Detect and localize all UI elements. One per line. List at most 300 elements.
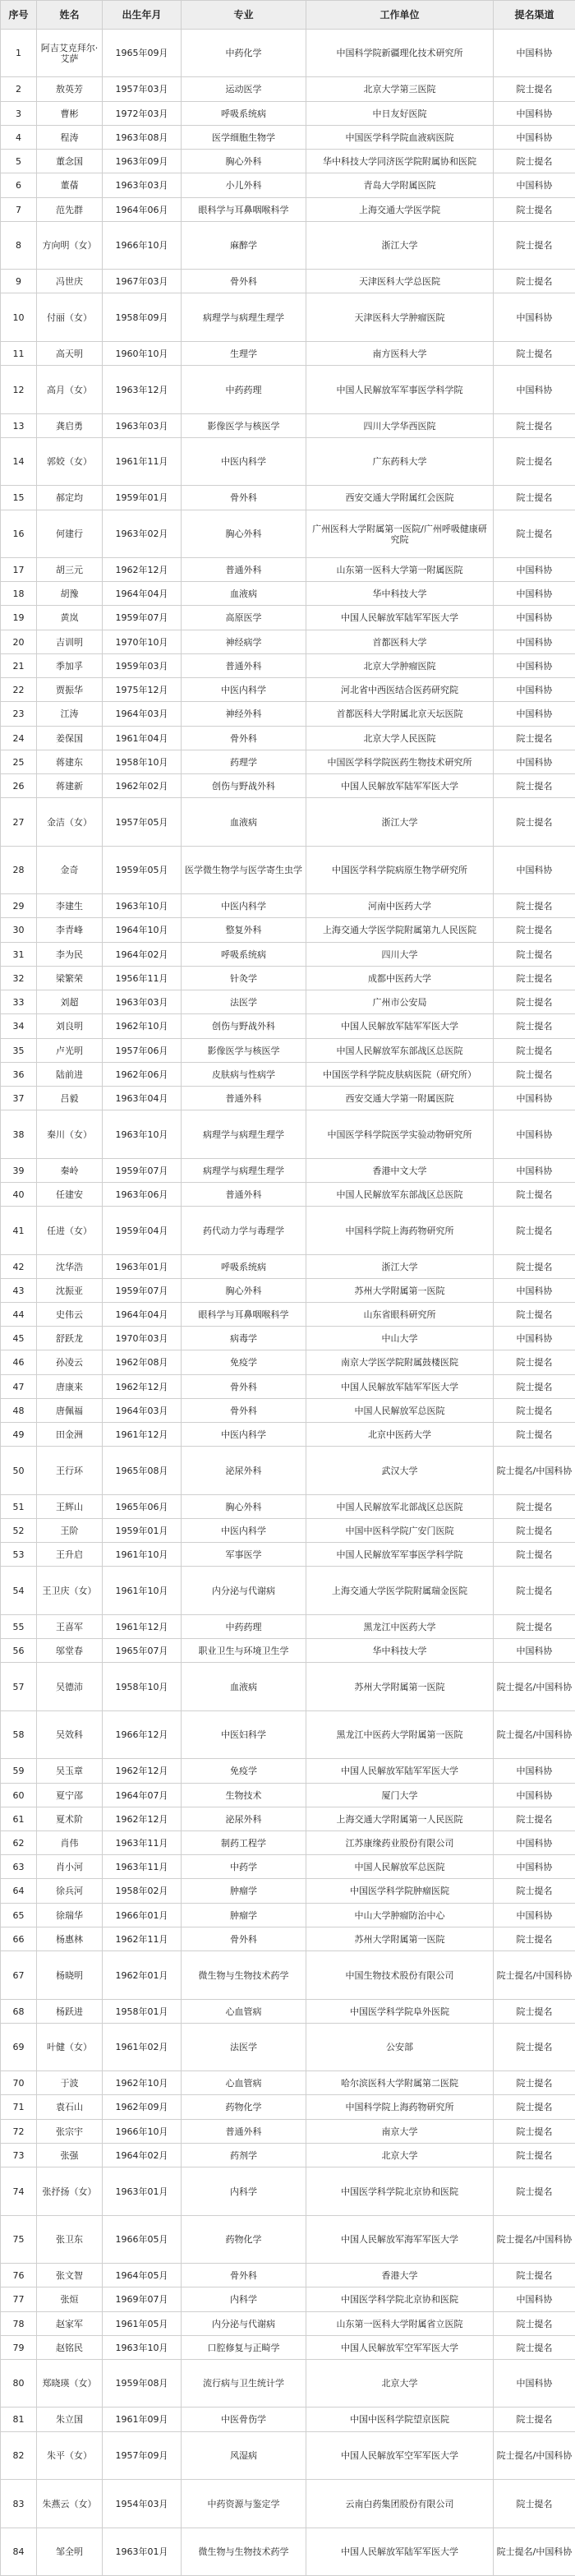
- cell-workplace: 黑龙江中医药大学附属第一医院: [306, 1711, 494, 1759]
- cell-channel: 院士提名: [494, 2024, 575, 2071]
- cell-specialty: 中医妇科学: [182, 1711, 306, 1759]
- cell-index: 65: [1, 1904, 37, 1927]
- cell-name: 胡豫: [37, 582, 103, 606]
- cell-name: 金洁（女）: [37, 798, 103, 847]
- cell-birth: 1975年12月: [103, 678, 182, 702]
- table-row: [1, 150, 575, 173]
- cell-birth: 1956年11月: [103, 967, 182, 990]
- cell-name: 张文智: [37, 2264, 103, 2287]
- cell-workplace: 青岛大学附属医院: [306, 173, 494, 198]
- table-row: [1, 2432, 575, 2480]
- cell-workplace: 中国人民解放军北部战区总医院: [306, 1495, 494, 1519]
- cell-birth: 1959年07月: [103, 1279, 182, 1303]
- cell-specialty: 呼吸系统病: [182, 102, 306, 126]
- cell-name: 赵家军: [37, 2312, 103, 2336]
- cell-channel: 院士提名/中国科协: [494, 2432, 575, 2480]
- cell-index: 38: [1, 1110, 37, 1159]
- header-birth: 出生年月: [103, 1, 182, 30]
- cell-specialty: 影像医学与核医学: [182, 1039, 306, 1063]
- cell-workplace: 南京大学医学院附属鼓楼医院: [306, 1350, 494, 1375]
- cell-birth: 1962年08月: [103, 1350, 182, 1375]
- cell-name: 张烜: [37, 2287, 103, 2312]
- cell-workplace: 北京大学: [306, 2360, 494, 2407]
- cell-specialty: 药剂学: [182, 2144, 306, 2167]
- cell-name: 董念国: [37, 150, 103, 173]
- cell-birth: 1966年05月: [103, 2216, 182, 2264]
- cell-channel: 院士提名: [494, 1303, 575, 1327]
- cell-specialty: 整复外科: [182, 918, 306, 943]
- cell-channel: 中国科协: [494, 678, 575, 702]
- table-row: [1, 30, 575, 77]
- cell-channel: 院士提名: [494, 2071, 575, 2095]
- cell-birth: 1963年01月: [103, 2528, 182, 2576]
- cell-name: 赵铭民: [37, 2336, 103, 2360]
- cell-channel: 中国科协: [494, 1159, 575, 1183]
- cell-workplace: 中国人民解放军海军军医大学: [306, 2216, 494, 2264]
- cell-channel: 中国科协: [494, 126, 575, 150]
- cell-birth: 1957年05月: [103, 798, 182, 847]
- cell-specialty: 中医内科学: [182, 894, 306, 918]
- cell-name: 付丽（女）: [37, 293, 103, 342]
- cell-birth: 1962年06月: [103, 1063, 182, 1087]
- cell-specialty: 中医内科学: [182, 1423, 306, 1447]
- cell-name: 李建生: [37, 894, 103, 918]
- cell-index: 24: [1, 727, 37, 750]
- cell-workplace: 中国医学科学院医药生物技术研究所: [306, 750, 494, 774]
- cell-channel: 院士提名: [494, 1350, 575, 1375]
- cell-workplace: 中国中医科学院广安门医院: [306, 1519, 494, 1543]
- cell-index: 42: [1, 1255, 37, 1279]
- cell-specialty: 肿瘤学: [182, 1879, 306, 1904]
- cell-channel: 中国科协: [494, 630, 575, 654]
- cell-specialty: 微生物与生物技术药学: [182, 1951, 306, 2000]
- header-channel: 提名渠道: [494, 1, 575, 30]
- table-row: [1, 1303, 575, 1327]
- header-name: 姓名: [37, 1, 103, 30]
- cell-index: 4: [1, 126, 37, 150]
- table-row: [1, 2264, 575, 2287]
- table-row: [1, 582, 575, 606]
- table-row: [1, 727, 575, 750]
- table-row: [1, 2312, 575, 2336]
- cell-birth: 1964年02月: [103, 943, 182, 967]
- table-row: [1, 1279, 575, 1303]
- cell-name: 王卫庆（女）: [37, 1567, 103, 1615]
- cell-birth: 1959年05月: [103, 847, 182, 894]
- cell-specialty: 制药工程学: [182, 1831, 306, 1855]
- cell-workplace: 中国医学科学院北京协和医院: [306, 2167, 494, 2216]
- cell-channel: 院士提名: [494, 727, 575, 750]
- table-body: [1, 30, 575, 2576]
- cell-birth: 1958年09月: [103, 293, 182, 342]
- cell-specialty: 高原医学: [182, 606, 306, 630]
- cell-birth: 1970年03月: [103, 1327, 182, 1350]
- cell-specialty: 骨外科: [182, 486, 306, 510]
- cell-channel: 院士提名: [494, 1183, 575, 1207]
- cell-name: 沈振亚: [37, 1279, 103, 1303]
- cell-index: 77: [1, 2287, 37, 2312]
- cell-specialty: 皮肤病与性病学: [182, 1063, 306, 1087]
- cell-channel: 院士提名: [494, 486, 575, 510]
- cell-workplace: 中国人民解放军陆军军医大学: [306, 2528, 494, 2576]
- cell-index: 32: [1, 967, 37, 990]
- cell-workplace: 中国医学科学院血液病医院: [306, 126, 494, 150]
- cell-birth: 1962年12月: [103, 1807, 182, 1831]
- cell-workplace: 广州市公安局: [306, 990, 494, 1014]
- cell-channel: 院士提名: [494, 798, 575, 847]
- cell-birth: 1965年08月: [103, 1447, 182, 1495]
- table-row: [1, 2528, 575, 2576]
- cell-channel: 院士提名/中国科协: [494, 1663, 575, 1711]
- table-row: [1, 1904, 575, 1927]
- cell-workplace: 中国人民解放军总医院: [306, 1399, 494, 1423]
- cell-specialty: 呼吸系统病: [182, 943, 306, 967]
- cell-specialty: 胸心外科: [182, 150, 306, 173]
- cell-channel: 中国科协: [494, 2287, 575, 2312]
- cell-specialty: 病理学与病理生理学: [182, 293, 306, 342]
- cell-specialty: 普通外科: [182, 558, 306, 582]
- cell-birth: 1961年12月: [103, 1615, 182, 1639]
- table-row: [1, 558, 575, 582]
- cell-channel: 院士提名: [494, 414, 575, 438]
- cell-index: 34: [1, 1014, 37, 1039]
- cell-index: 13: [1, 414, 37, 438]
- cell-name: 范先群: [37, 198, 103, 222]
- cell-channel: 院士提名: [494, 1375, 575, 1399]
- cell-index: 83: [1, 2480, 37, 2528]
- cell-workplace: 西安交通大学第一附属医院: [306, 1087, 494, 1110]
- cell-channel: 中国科协: [494, 293, 575, 342]
- cell-specialty: 内分泌与代谢病: [182, 1567, 306, 1615]
- cell-specialty: 血液病: [182, 582, 306, 606]
- table-row: [1, 606, 575, 630]
- cell-workplace: 华中科技大学: [306, 1639, 494, 1663]
- table-row: [1, 1255, 575, 1279]
- table-row: [1, 1183, 575, 1207]
- cell-name: 王喜军: [37, 1615, 103, 1639]
- cell-channel: 院士提名: [494, 2407, 575, 2432]
- cell-name: 梁繁荣: [37, 967, 103, 990]
- table-row: [1, 2360, 575, 2407]
- cell-birth: 1964年04月: [103, 582, 182, 606]
- cell-workplace: 华中科技大学: [306, 582, 494, 606]
- cell-name: 邬堂春: [37, 1639, 103, 1663]
- cell-channel: 院士提名: [494, 1927, 575, 1951]
- cell-birth: 1960年10月: [103, 342, 182, 366]
- table-row: [1, 2287, 575, 2312]
- cell-birth: 1963年04月: [103, 1087, 182, 1110]
- table-row: [1, 2000, 575, 2024]
- cell-workplace: 中国生物技术股份有限公司: [306, 1951, 494, 2000]
- cell-index: 36: [1, 1063, 37, 1087]
- cell-name: 杨晓明: [37, 1951, 103, 2000]
- cell-workplace: 上海交通大学医学院附属瑞金医院: [306, 1567, 494, 1615]
- table-row: [1, 2024, 575, 2071]
- cell-index: 14: [1, 438, 37, 486]
- cell-index: 22: [1, 678, 37, 702]
- cell-channel: 院士提名: [494, 967, 575, 990]
- cell-workplace: 中国医学科学院阜外医院: [306, 2000, 494, 2024]
- cell-name: 李青峰: [37, 918, 103, 943]
- cell-name: 于波: [37, 2071, 103, 2095]
- cell-birth: 1963年10月: [103, 894, 182, 918]
- cell-birth: 1963年08月: [103, 126, 182, 150]
- cell-workplace: 中国人民解放军陆军军医大学: [306, 1375, 494, 1399]
- cell-workplace: 山东省眼科研究所: [306, 1303, 494, 1327]
- table-row: [1, 2216, 575, 2264]
- cell-name: 方向明（女）: [37, 222, 103, 270]
- table-row: [1, 1711, 575, 1759]
- cell-specialty: 普通外科: [182, 654, 306, 678]
- cell-specialty: 血液病: [182, 798, 306, 847]
- cell-name: 夏宁邵: [37, 1784, 103, 1807]
- cell-specialty: 职业卫生与环境卫生学: [182, 1639, 306, 1663]
- cell-channel: 中国科协: [494, 654, 575, 678]
- cell-name: 张抒扬（女）: [37, 2167, 103, 2216]
- cell-channel: 院士提名: [494, 510, 575, 558]
- cell-name: 程涛: [37, 126, 103, 150]
- cell-specialty: 骨外科: [182, 1375, 306, 1399]
- cell-name: 秦川（女）: [37, 1110, 103, 1159]
- cell-channel: 院士提名: [494, 2144, 575, 2167]
- cell-birth: 1970年10月: [103, 630, 182, 654]
- cell-name: 邹全明: [37, 2528, 103, 2576]
- cell-specialty: 军事医学: [182, 1543, 306, 1567]
- cell-birth: 1961年10月: [103, 1567, 182, 1615]
- cell-birth: 1962年12月: [103, 558, 182, 582]
- cell-name: 阿吉艾克拜尔·艾萨: [37, 30, 103, 77]
- cell-birth: 1965年06月: [103, 1495, 182, 1519]
- cell-birth: 1957年09月: [103, 2432, 182, 2480]
- cell-channel: 院士提名: [494, 1879, 575, 1904]
- table-row: [1, 990, 575, 1014]
- cell-specialty: 免疫学: [182, 1350, 306, 1375]
- table-row: [1, 270, 575, 293]
- cell-index: 63: [1, 1855, 37, 1879]
- cell-birth: 1966年10月: [103, 222, 182, 270]
- cell-workplace: 西安交通大学附属红会医院: [306, 486, 494, 510]
- cell-channel: 院士提名: [494, 150, 575, 173]
- table-row: [1, 2407, 575, 2432]
- cell-channel: 院士提名: [494, 774, 575, 798]
- cell-name: 徐兵河: [37, 1879, 103, 1904]
- cell-index: 18: [1, 582, 37, 606]
- cell-specialty: 骨外科: [182, 270, 306, 293]
- cell-name: 沈华浩: [37, 1255, 103, 1279]
- cell-birth: 1972年03月: [103, 102, 182, 126]
- header-workplace: 工作单位: [306, 1, 494, 30]
- cell-birth: 1964年02月: [103, 2144, 182, 2167]
- cell-index: 19: [1, 606, 37, 630]
- cell-workplace: 中国医学科学院病原生物学研究所: [306, 847, 494, 894]
- cell-index: 3: [1, 102, 37, 126]
- cell-index: 33: [1, 990, 37, 1014]
- cell-workplace: 浙江大学: [306, 222, 494, 270]
- cell-name: 肖伟: [37, 1831, 103, 1855]
- cell-channel: 中国科协: [494, 606, 575, 630]
- cell-specialty: 免疫学: [182, 1759, 306, 1784]
- cell-channel: 院士提名: [494, 2095, 575, 2120]
- cell-channel: 院士提名: [494, 2000, 575, 2024]
- table-row: [1, 1014, 575, 1039]
- cell-channel: 院士提名: [494, 77, 575, 102]
- cell-index: 71: [1, 2095, 37, 2120]
- cell-channel: 中国科协: [494, 173, 575, 198]
- cell-channel: 院士提名: [494, 1519, 575, 1543]
- cell-specialty: 内科学: [182, 2167, 306, 2216]
- cell-index: 52: [1, 1519, 37, 1543]
- cell-index: 58: [1, 1711, 37, 1759]
- cell-workplace: 广州医科大学附属第一医院/广州呼吸健康研究院: [306, 510, 494, 558]
- cell-specialty: 中药化学: [182, 30, 306, 77]
- cell-index: 29: [1, 894, 37, 918]
- table-row: [1, 2480, 575, 2528]
- cell-index: 82: [1, 2432, 37, 2480]
- cell-workplace: 南京大学: [306, 2120, 494, 2144]
- cell-specialty: 中医内科学: [182, 438, 306, 486]
- cell-index: 41: [1, 1207, 37, 1255]
- cell-workplace: 北京大学第三医院: [306, 77, 494, 102]
- cell-birth: 1961年11月: [103, 438, 182, 486]
- table-row: [1, 222, 575, 270]
- cell-birth: 1963年03月: [103, 173, 182, 198]
- cell-name: 舒跃龙: [37, 1327, 103, 1350]
- cell-workplace: 黑龙江中医药大学: [306, 1615, 494, 1639]
- cell-specialty: 骨外科: [182, 1927, 306, 1951]
- cell-name: 何建行: [37, 510, 103, 558]
- cell-index: 25: [1, 750, 37, 774]
- cell-workplace: 中国人民解放军空军军医大学: [306, 2336, 494, 2360]
- cell-specialty: 中药药理: [182, 366, 306, 414]
- cell-workplace: 中国人民解放军空军军医大学: [306, 2432, 494, 2480]
- cell-channel: 中国科协: [494, 702, 575, 727]
- cell-workplace: 公安部: [306, 2024, 494, 2071]
- table-row: [1, 2095, 575, 2120]
- cell-specialty: 中医内科学: [182, 1519, 306, 1543]
- table-row: [1, 2120, 575, 2144]
- cell-birth: 1954年03月: [103, 2480, 182, 2528]
- cell-workplace: 浙江大学: [306, 798, 494, 847]
- cell-index: 64: [1, 1879, 37, 1904]
- cell-index: 43: [1, 1279, 37, 1303]
- cell-name: 杨跃进: [37, 2000, 103, 2024]
- cell-birth: 1961年04月: [103, 727, 182, 750]
- cell-birth: 1963年10月: [103, 2336, 182, 2360]
- table-row: [1, 510, 575, 558]
- cell-index: 5: [1, 150, 37, 173]
- table-row: [1, 1159, 575, 1183]
- cell-channel: 院士提名: [494, 943, 575, 967]
- table-row: [1, 1879, 575, 1904]
- cell-birth: 1961年10月: [103, 1543, 182, 1567]
- cell-specialty: 创伤与野战外科: [182, 1014, 306, 1039]
- cell-index: 21: [1, 654, 37, 678]
- cell-workplace: 四川大学华西医院: [306, 414, 494, 438]
- cell-name: 吴德沛: [37, 1663, 103, 1711]
- cell-index: 66: [1, 1927, 37, 1951]
- cell-name: 曹彬: [37, 102, 103, 126]
- cell-birth: 1967年03月: [103, 270, 182, 293]
- cell-workplace: 上海交通大学附属第一人民医院: [306, 1807, 494, 1831]
- cell-specialty: 药物化学: [182, 2095, 306, 2120]
- cell-workplace: 中国人民解放军东部战区总医院: [306, 1039, 494, 1063]
- cell-birth: 1963年01月: [103, 1255, 182, 1279]
- cell-specialty: 病理学与病理生理学: [182, 1110, 306, 1159]
- cell-birth: 1966年12月: [103, 1711, 182, 1759]
- cell-workplace: 上海交通大学医学院附属第九人民医院: [306, 918, 494, 943]
- cell-index: 78: [1, 2312, 37, 2336]
- cell-workplace: 中国人民解放军总医院: [306, 1855, 494, 1879]
- cell-name: 袁石山: [37, 2095, 103, 2120]
- cell-specialty: 心血管病: [182, 2000, 306, 2024]
- cell-index: 10: [1, 293, 37, 342]
- cell-specialty: 胸心外科: [182, 1495, 306, 1519]
- cell-birth: 1958年10月: [103, 1663, 182, 1711]
- cell-channel: 院士提名: [494, 2336, 575, 2360]
- cell-specialty: 骨外科: [182, 2264, 306, 2287]
- cell-name: 杨惠林: [37, 1927, 103, 1951]
- table-row: [1, 1855, 575, 1879]
- cell-index: 79: [1, 2336, 37, 2360]
- cell-index: 53: [1, 1543, 37, 1567]
- table-row: [1, 918, 575, 943]
- cell-channel: 院士提名: [494, 1423, 575, 1447]
- cell-index: 48: [1, 1399, 37, 1423]
- cell-channel: 院士提名/中国科协: [494, 2216, 575, 2264]
- cell-birth: 1964年07月: [103, 1784, 182, 1807]
- cell-name: 王辉山: [37, 1495, 103, 1519]
- cell-specialty: 呼吸系统病: [182, 1255, 306, 1279]
- table-row: [1, 438, 575, 486]
- cell-channel: 院士提名: [494, 1615, 575, 1639]
- cell-birth: 1958年01月: [103, 2000, 182, 2024]
- cell-index: 84: [1, 2528, 37, 2576]
- table-row: [1, 1784, 575, 1807]
- cell-workplace: 苏州大学附属第一医院: [306, 1279, 494, 1303]
- cell-birth: 1963年11月: [103, 1831, 182, 1855]
- cell-name: 叶健（女）: [37, 2024, 103, 2071]
- cell-specialty: 神经病学: [182, 630, 306, 654]
- cell-name: 夏术阶: [37, 1807, 103, 1831]
- table-row: [1, 1567, 575, 1615]
- cell-channel: 中国科协: [494, 1110, 575, 1159]
- cell-birth: 1963年01月: [103, 2167, 182, 2216]
- cell-workplace: 中国医学科学院肿瘤医院: [306, 1879, 494, 1904]
- table-row: [1, 1807, 575, 1831]
- cell-channel: 院士提名: [494, 1543, 575, 1567]
- cell-specialty: 药物化学: [182, 2216, 306, 2264]
- cell-workplace: 华中科技大学同济医学院附属协和医院: [306, 150, 494, 173]
- cell-name: 王阶: [37, 1519, 103, 1543]
- cell-workplace: 云南白药集团股份有限公司: [306, 2480, 494, 2528]
- cell-name: 陆前进: [37, 1063, 103, 1087]
- cell-index: 45: [1, 1327, 37, 1350]
- cell-birth: 1961年05月: [103, 2312, 182, 2336]
- cell-specialty: 法医学: [182, 2024, 306, 2071]
- cell-index: 60: [1, 1784, 37, 1807]
- cell-name: 江涛: [37, 702, 103, 727]
- cell-workplace: 四川大学: [306, 943, 494, 967]
- cell-workplace: 河北省中西医结合医药研究院: [306, 678, 494, 702]
- cell-birth: 1965年07月: [103, 1639, 182, 1663]
- table-row: [1, 342, 575, 366]
- cell-index: 69: [1, 2024, 37, 2071]
- table-row: [1, 847, 575, 894]
- cell-index: 2: [1, 77, 37, 102]
- cell-name: 张卫东: [37, 2216, 103, 2264]
- cell-birth: 1963年03月: [103, 414, 182, 438]
- cell-workplace: 香港大学: [306, 2264, 494, 2287]
